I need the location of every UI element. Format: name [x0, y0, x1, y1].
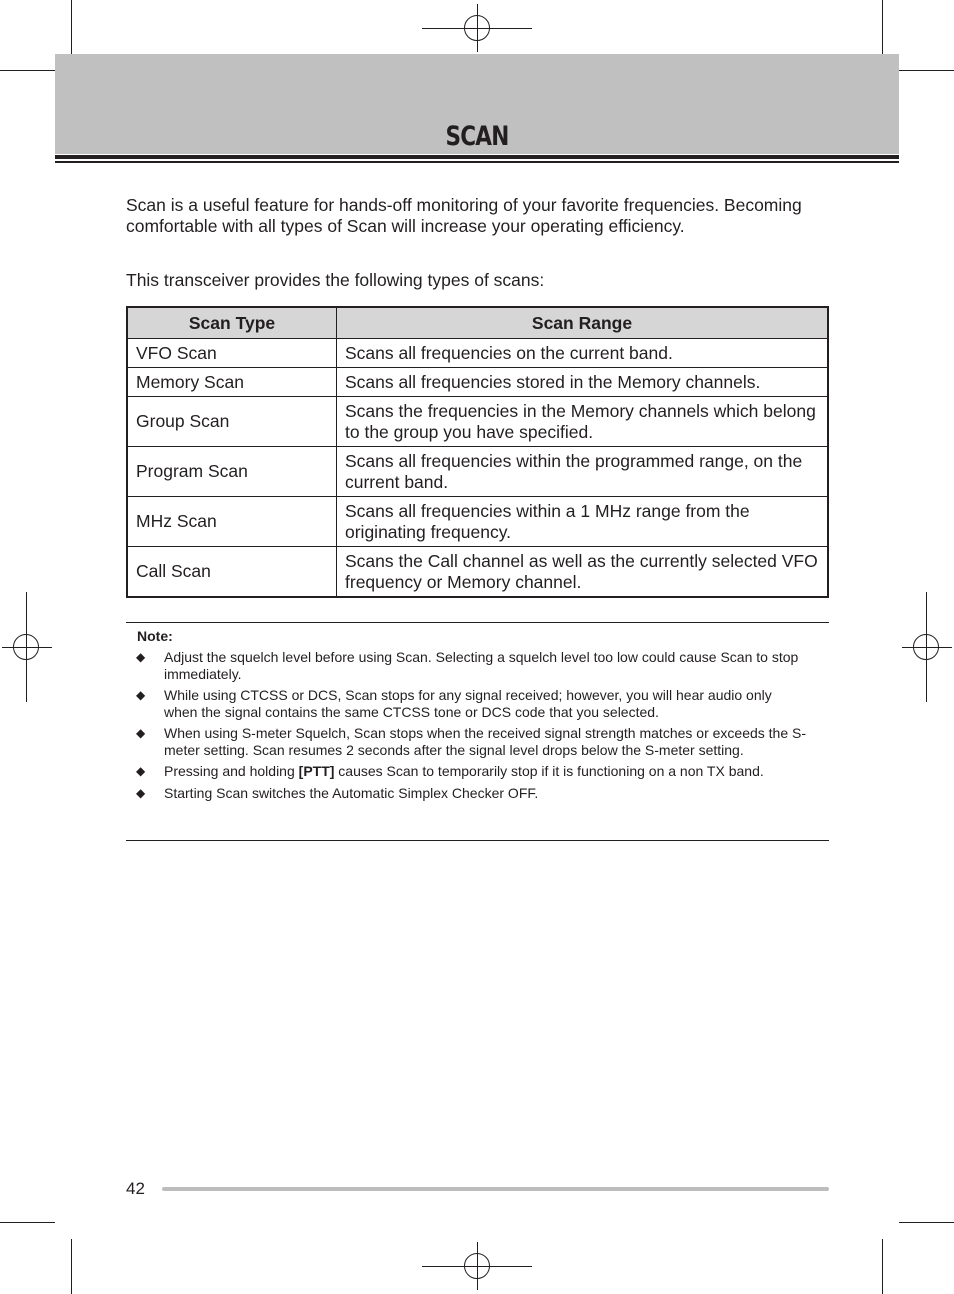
note-item [126, 763, 829, 780]
intro-paragraph-2: This transceiver provides the following types of scans: [126, 270, 545, 290]
header-rule [55, 155, 899, 159]
table-row [127, 447, 828, 497]
scan-type-cell: Program Scan [127, 447, 337, 497]
note-item-text: Adjust the squelch level before using Scan. Selecting a squelch level too low could cause Scan to stop immediately. [164, 649, 799, 682]
scan-type-cell: VFO Scan [127, 339, 337, 368]
diamond-bullet-icon: ◆ [136, 726, 146, 740]
diamond-bullet-icon: ◆ [136, 785, 146, 800]
table-row [127, 368, 828, 397]
note-item-text-post: causes Scan to temporarily stop if it is functioning on a non TX band. [334, 763, 764, 779]
diamond-bullet-icon: ◆ [136, 688, 146, 702]
crop-mark [71, 1239, 72, 1294]
crop-mark [0, 1222, 55, 1223]
table-row [127, 339, 828, 368]
table-row [127, 397, 828, 447]
scan-type-cell: MHz Scan [127, 497, 337, 547]
header-rule-thin [55, 161, 899, 163]
crop-mark [71, 0, 72, 55]
scan-range-cell: Scans all frequencies stored in the Memory channels. [337, 368, 829, 397]
note-item-text: While using CTCSS or DCS, Scan stops for any signal received; however, you will hear audio only when the signal contains the same CTCSS tone or DCS code that you selected. [164, 687, 772, 720]
crop-mark [899, 1222, 954, 1223]
scan-range-cell: Scans the Call channel as well as the currently selected VFO frequency or Memory channel. [337, 547, 829, 598]
diamond-bullet-icon: ◆ [136, 764, 146, 778]
crop-mark [899, 70, 954, 71]
note-box [126, 622, 829, 841]
intro-paragraph: Scan is a useful feature for hands-off monitoring of your favorite frequencies. Becoming comfortable with all types of Scan will increase your operating efficiency. [126, 195, 802, 236]
footer-rule [162, 1187, 829, 1191]
scan-range-cell: Scans all frequencies within the programmed range, on the current band. [337, 447, 829, 497]
registration-circle [464, 1253, 490, 1279]
table-row [127, 547, 828, 598]
page-title: SCAN [445, 121, 509, 152]
page-number: 42 [126, 1179, 145, 1198]
table-row [127, 497, 828, 547]
registration-circle [13, 634, 39, 660]
scan-range-cell: Scans all frequencies on the current band. [337, 339, 829, 368]
crop-mark [882, 0, 883, 55]
note-item-text: Starting Scan switches the Automatic Simplex Checker OFF. [164, 784, 539, 801]
registration-circle [913, 634, 939, 660]
crop-mark [0, 70, 55, 71]
scan-range-cell: Scans the frequencies in the Memory channels which belong to the group you have specified. [337, 397, 829, 447]
ptt-key-label: [PTT] [298, 763, 335, 779]
note-item-text: When using S-meter Squelch, Scan stops when the received signal strength matches or exceeds the S-meter setting. Scan resumes 2 seconds after the signal level drops below the S-meter setting. [164, 725, 807, 758]
note-item [126, 725, 829, 758]
scan-range-cell: Scans all frequencies within a 1 MHz range from the originating frequency. [337, 497, 829, 547]
note-item [126, 687, 829, 720]
registration-circle [464, 15, 490, 41]
note-item [126, 649, 829, 682]
crop-mark [882, 1239, 883, 1294]
scan-type-cell: Call Scan [127, 547, 337, 598]
column-header-scan-type: Scan Type [127, 307, 337, 339]
scan-types-table [126, 306, 829, 598]
scan-type-cell: Group Scan [127, 397, 337, 447]
note-item [126, 785, 829, 802]
scan-type-cell: Memory Scan [127, 368, 337, 397]
note-list [126, 649, 829, 806]
note-item-text-pre: Pressing and holding [164, 763, 299, 779]
diamond-bullet-icon: ◆ [136, 650, 146, 664]
note-title: Note: [137, 628, 173, 644]
table-header-row [127, 307, 828, 339]
column-header-scan-range: Scan Range [337, 307, 829, 339]
